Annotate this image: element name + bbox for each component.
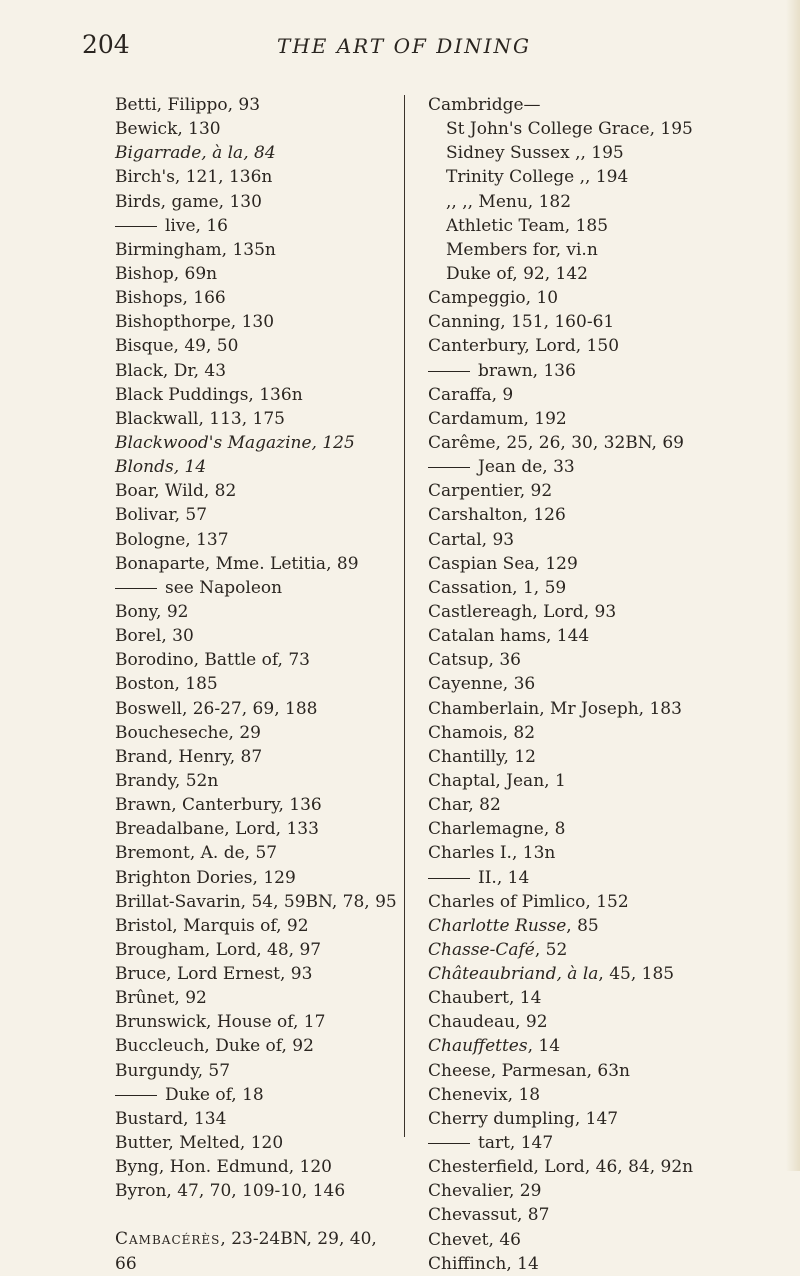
index-entry: Caraffa, 9 — [428, 384, 514, 405]
index-entry: Blackwood's Magazine, 125 — [115, 432, 355, 453]
index-entry: Chevet, 46 — [428, 1229, 521, 1250]
index-entry: Cassation, 1, 59 — [428, 577, 567, 598]
index-entry: Charlemagne, 8 — [428, 819, 566, 840]
index-entry — [428, 455, 768, 479]
index-entry: Birmingham, 135n — [115, 239, 276, 260]
index-entry — [428, 1131, 768, 1155]
page-header — [82, 30, 682, 64]
index-entry: Bonaparte, Mme. Letitia, 89 — [115, 553, 359, 574]
index-entry — [115, 1083, 405, 1107]
index-entry: Black Puddings, 136n — [115, 384, 303, 405]
index-entry: Brand, Henry, 87 — [115, 746, 263, 767]
index-entry: Trinity College ,, 194 — [446, 167, 629, 188]
index-entry: Brillat-Savarin, 54, 59BN, 78, 95 — [115, 891, 397, 912]
page-edge-shadow — [786, 0, 800, 1171]
ditto-dash — [428, 467, 470, 468]
index-entry: Chantilly, 12 — [428, 746, 536, 767]
index-entry: Birds, game, 130 — [115, 191, 262, 212]
index-entry: Boar, Wild, 82 — [115, 481, 237, 502]
index-entry: Bishops, 166 — [115, 288, 226, 309]
index-entry: Byron, 47, 70, 109-10, 146 — [115, 1181, 346, 1202]
index-entry: Canning, 151, 160-61 — [428, 312, 615, 333]
index-entry — [428, 359, 768, 383]
index-entry: Brougham, Lord, 48, 97 — [115, 939, 322, 960]
index-entry: Borel, 30 — [115, 626, 194, 647]
entry-text: brawn, 136 — [478, 360, 576, 381]
index-entry: Athletic Team, 185 — [446, 215, 609, 236]
index-entry — [428, 1034, 768, 1058]
ditto-dash — [428, 1143, 470, 1144]
index-column-right — [428, 93, 768, 1276]
index-entry: Bishopthorpe, 130 — [115, 312, 275, 333]
index-entry: Cayenne, 36 — [428, 674, 536, 695]
index-entry: Chevassut, 87 — [428, 1205, 550, 1226]
index-entry: Cardamum, 192 — [428, 408, 567, 429]
index-entry: Catalan hams, 144 — [428, 626, 590, 647]
index-entry: Chiffinch, 14 — [428, 1253, 539, 1274]
entry-heading: Chasse-Café — [428, 939, 535, 960]
index-entry — [428, 938, 768, 962]
index-entry: Brandy, 52n — [115, 770, 219, 791]
index-entry: Boswell, 26-27, 69, 188 — [115, 698, 318, 719]
entry-pages: , 85 — [566, 915, 599, 936]
index-entry: Charles I., 13n — [428, 843, 556, 864]
column-divider — [404, 95, 405, 1137]
entry-pages: , 45, 185 — [598, 964, 675, 985]
entry-text: Jean de, 33 — [478, 457, 575, 478]
index-entry: Boucheseche, 29 — [115, 722, 261, 743]
index-entry: Brighton Dories, 129 — [115, 867, 296, 888]
index-entry: Charles of Pimlico, 152 — [428, 891, 629, 912]
ditto-dash — [115, 588, 157, 589]
index-entry: Bisque, 49, 50 — [115, 336, 239, 357]
index-entry: 66 — [115, 1253, 137, 1274]
index-entry: Campeggio, 10 — [428, 288, 559, 309]
index-entry: Chaudeau, 92 — [428, 1012, 548, 1033]
index-entry: Brûnet, 92 — [115, 988, 207, 1009]
ditto-dash — [428, 878, 470, 879]
index-entry: Betti, Filippo, 93 — [115, 95, 261, 115]
index-entry — [428, 962, 768, 986]
entry-text: II., 14 — [478, 867, 530, 888]
index-entry: Char, 82 — [428, 795, 501, 816]
index-entry: Members for, vi.n — [446, 239, 598, 260]
index-entry: Blonds, 14 — [115, 457, 207, 478]
entry-heading: Chauffettes — [428, 1036, 528, 1057]
index-entry: Canterbury, Lord, 150 — [428, 336, 620, 357]
index-entry: Borodino, Battle of, 73 — [115, 650, 310, 671]
index-entry: Butter, Melted, 120 — [115, 1133, 284, 1154]
index-entry — [115, 576, 405, 600]
index-entry: Carshalton, 126 — [428, 505, 566, 526]
index-entry: Blackwall, 113, 175 — [115, 408, 285, 429]
index-column-left — [115, 93, 405, 1276]
index-entry: Bremont, A. de, 57 — [115, 843, 278, 864]
entry-pages: , 52 — [534, 939, 568, 960]
index-entry: Chamois, 82 — [428, 722, 536, 743]
index-entry: Bigarrade, à la, 84 — [115, 143, 276, 164]
index-entry: Carpentier, 92 — [428, 481, 553, 502]
index-entry: Brawn, Canterbury, 136 — [115, 795, 322, 816]
ditto-dash — [115, 1095, 157, 1096]
index-entry: Byng, Hon. Edmund, 120 — [115, 1157, 332, 1178]
index-entry: Chenevix, 18 — [428, 1084, 541, 1105]
running-title: THE ART OF DINING — [277, 34, 532, 58]
entry-heading: Charlotte Russe — [428, 915, 567, 936]
index-entry: Bologne, 137 — [115, 529, 229, 550]
index-entry: Bustard, 134 — [115, 1108, 227, 1129]
index-entry: Sidney Sussex ,, 195 — [446, 143, 624, 164]
index-entry: Cartal, 93 — [428, 529, 515, 550]
index-entry: Chamberlain, Mr Joseph, 183 — [428, 698, 682, 719]
index-entry — [428, 866, 768, 890]
entry-pages: , 14 — [527, 1036, 561, 1057]
entry-heading: Cambacérès — [115, 1229, 221, 1250]
index-entry: Carême, 25, 26, 30, 32BN, 69 — [428, 432, 684, 453]
index-entry: ,, ,, Menu, 182 — [446, 191, 572, 212]
index-entry: Brunswick, House of, 17 — [115, 1012, 326, 1033]
index-entry: Chevalier, 29 — [428, 1181, 542, 1202]
index-entry: Buccleuch, Duke of, 92 — [115, 1036, 314, 1057]
index-entry: Breadalbane, Lord, 133 — [115, 819, 319, 840]
index-entry: Bruce, Lord Ernest, 93 — [115, 964, 313, 985]
index-entry — [115, 214, 405, 238]
index-entry: Bolivar, 57 — [115, 505, 208, 526]
index-entry: Cherry dumpling, 147 — [428, 1108, 619, 1129]
index-entry: Bewick, 130 — [115, 119, 221, 140]
index-entry — [115, 1227, 405, 1251]
page-number: 204 — [82, 30, 130, 59]
index-entry: Chesterfield, Lord, 46, 84, 92n — [428, 1157, 694, 1178]
index-entry: Bony, 92 — [115, 601, 189, 622]
index-entry: Catsup, 36 — [428, 650, 521, 671]
entry-text: live, 16 — [165, 215, 228, 236]
index-entry: Chaubert, 14 — [428, 988, 542, 1009]
index-entry: St John's College Grace, 195 — [446, 119, 693, 140]
entry-text: see Napoleon — [165, 577, 283, 598]
index-entry: Chaptal, Jean, 1 — [428, 770, 566, 791]
index-entry: Cheese, Parmesan, 63n — [428, 1060, 630, 1081]
index-entry: Bishop, 69n — [115, 263, 218, 284]
ditto-dash — [428, 371, 470, 372]
index-entry: Bristol, Marquis of, 92 — [115, 915, 309, 936]
entry-text: tart, 147 — [478, 1133, 554, 1154]
index-entry: Caspian Sea, 129 — [428, 553, 578, 574]
index-entry: Cambridge— — [428, 95, 541, 115]
entry-heading: Châteaubriand, à la — [428, 964, 599, 985]
entry-pages: , 23-24BN, 29, 40, — [220, 1229, 377, 1250]
index-entry: Burgundy, 57 — [115, 1060, 231, 1081]
index-entry: Boston, 185 — [115, 674, 218, 695]
index-entry: Black, Dr, 43 — [115, 360, 227, 381]
ditto-dash — [115, 226, 157, 227]
index-entry — [428, 914, 768, 938]
index-entry: Duke of, 92, 142 — [446, 263, 588, 284]
index-entry: Birch's, 121, 136n — [115, 167, 273, 188]
entry-text: Duke of, 18 — [165, 1084, 264, 1105]
index-entry: Castlereagh, Lord, 93 — [428, 601, 617, 622]
